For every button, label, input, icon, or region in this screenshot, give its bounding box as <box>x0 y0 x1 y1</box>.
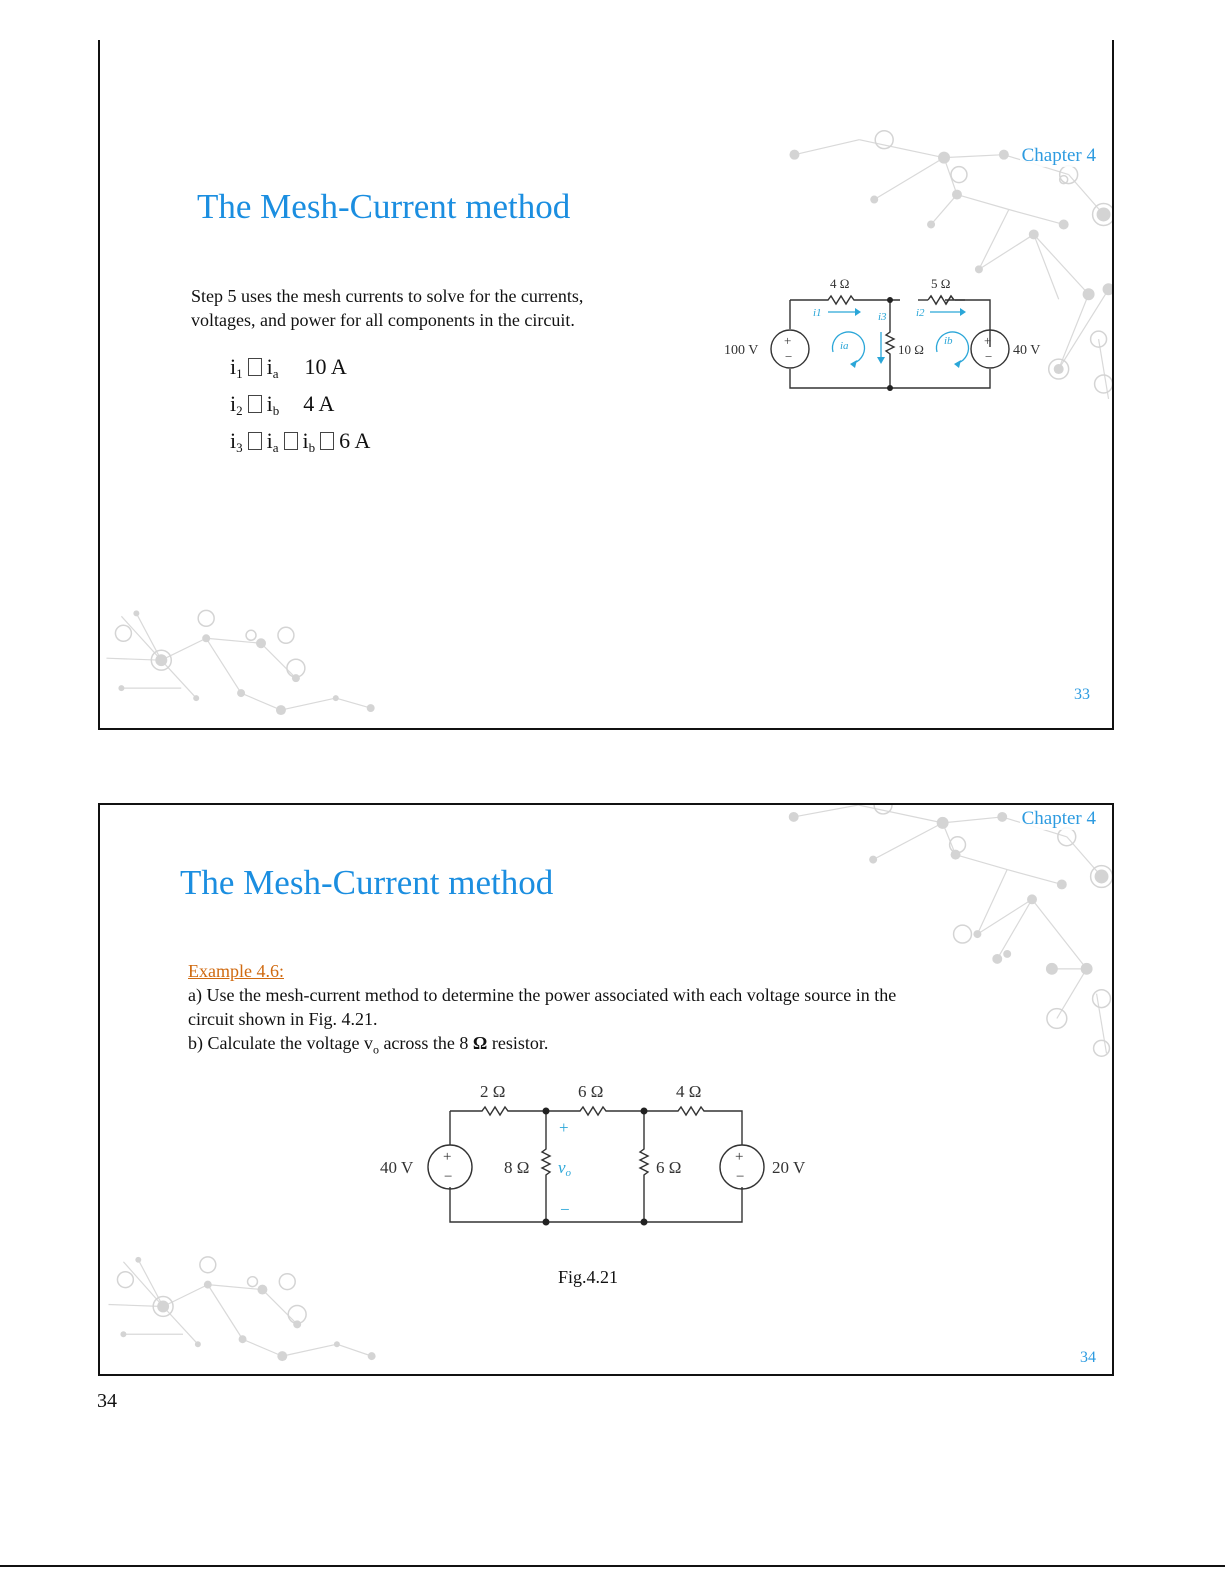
svg-text:ib: ib <box>944 335 953 347</box>
resistor-10-label: 10 Ω <box>898 342 924 357</box>
body-line: b) Calculate the voltage $v_o$ across the 8 Ω resistor. <box>188 1033 549 1057</box>
body-line: Step 5 uses the mesh currents to solve for the currents, <box>191 286 584 306</box>
body-line: voltages, and power for all components in the circuit. <box>191 310 575 330</box>
resistor-6-shunt-label: 6 Ω <box>656 1158 682 1177</box>
chapter-label: Chapter 4 <box>1021 145 1096 166</box>
body-text <box>188 959 896 1062</box>
slide-title: The Mesh-Current method <box>197 187 571 226</box>
body-text <box>191 284 583 332</box>
svg-text:+: + <box>984 333 992 348</box>
svg-text:+: + <box>443 1149 452 1165</box>
page-footer-number: 34 <box>97 1390 117 1412</box>
page-number: 33 <box>1074 686 1090 703</box>
svg-text:i1: i1 <box>813 307 822 319</box>
resistor-4-label: 4 Ω <box>830 276 850 291</box>
svg-text:+: + <box>735 1149 744 1165</box>
vo-label: vo <box>558 1158 572 1179</box>
svg-text:ia: ia <box>840 340 849 352</box>
resistor-4-label: 4 Ω <box>676 1082 702 1101</box>
svg-text:+: + <box>784 333 792 348</box>
equation-i2: $i_2$ $i_b$ 4 A <box>230 391 335 418</box>
slide-title: The Mesh-Current method <box>180 863 554 902</box>
resistor-6-top-label: 6 Ω <box>578 1082 604 1101</box>
svg-text:−: − <box>444 1169 453 1185</box>
svg-text:−: − <box>560 1200 570 1219</box>
source-100v-label: 100 V <box>724 343 759 358</box>
slide-34 <box>98 803 1114 1376</box>
body-line: a) Use the mesh-current method to determine the power associated with each voltage source in the <box>188 985 897 1005</box>
resistor-2-label: 2 Ω <box>480 1082 506 1101</box>
missing-glyph-box <box>320 432 334 450</box>
bottom-rule <box>0 1565 1225 1567</box>
circuit-diagram-1 <box>720 272 1070 400</box>
slide-33 <box>98 40 1114 730</box>
svg-text:−: − <box>785 349 793 364</box>
equation-i1: $i_1$ $i_a$ 10 A <box>230 354 347 381</box>
source-20v-label: 20 V <box>772 1158 806 1177</box>
svg-text:i3: i3 <box>878 311 887 323</box>
source-40v-label: 40 V <box>1013 343 1041 358</box>
source-40v-label: 40 V <box>380 1158 414 1177</box>
missing-glyph-box <box>248 358 262 376</box>
svg-text:−: − <box>736 1169 745 1185</box>
example-label[interactable]: Example 4.6: <box>188 961 284 981</box>
page-number: 34 <box>1080 1349 1096 1366</box>
svg-text:−: − <box>985 349 993 364</box>
chapter-label: Chapter 4 <box>1021 808 1096 829</box>
svg-text:i2: i2 <box>916 307 925 319</box>
body-line: circuit shown in Fig. 4.21. <box>188 1009 378 1029</box>
resistor-8-label: 8 Ω <box>504 1158 530 1177</box>
equation-i3: $i_3$ $i_a$ $i_b$ 6 A <box>230 428 371 455</box>
resistor-5-label: 5 Ω <box>931 276 951 291</box>
missing-glyph-box <box>248 432 262 450</box>
svg-text:+: + <box>559 1118 569 1137</box>
figure-caption: Fig.4.21 <box>558 1267 619 1287</box>
circuit-diagram-2 <box>370 1077 830 1237</box>
missing-glyph-box <box>248 395 262 413</box>
missing-glyph-box <box>284 432 298 450</box>
